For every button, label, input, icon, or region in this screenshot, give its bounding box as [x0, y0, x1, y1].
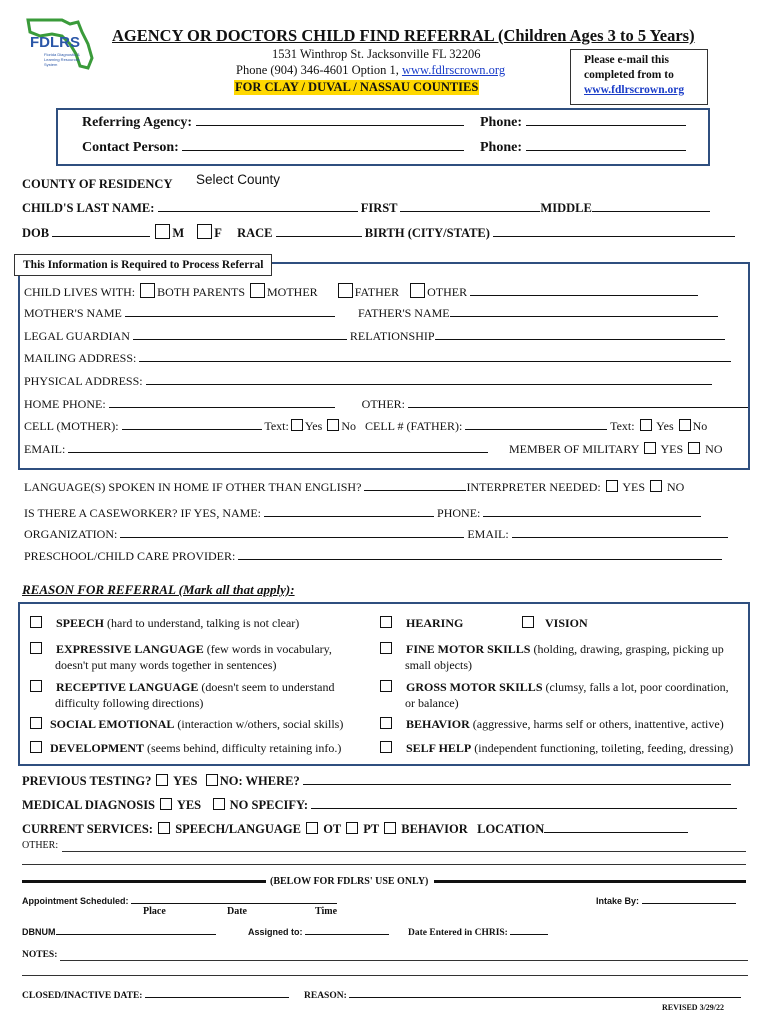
agency-box [56, 108, 710, 166]
county-select[interactable]: Select County [196, 172, 281, 187]
agency-phone-label: Phone: [480, 115, 686, 131]
header-website-link[interactable]: www.fdlrscrown.org [401, 63, 506, 77]
appt-place-label: Place [143, 906, 166, 917]
expressive-checkbox[interactable] [30, 642, 42, 654]
organization-field[interactable] [120, 527, 464, 538]
fdlrs-logo [22, 14, 98, 72]
last-name-field[interactable] [158, 201, 358, 212]
caseworker-row: IS THERE A CASEWORKER? IF YES, NAME: PHONE: [24, 506, 701, 521]
header-phone-text: Phone (904) 346-4601 Option 1, [236, 63, 402, 77]
behavior-checkbox[interactable] [380, 717, 392, 729]
physical-address-field[interactable] [146, 374, 712, 385]
preschool-field[interactable] [238, 549, 722, 560]
prev-testing-yes-checkbox[interactable] [156, 774, 168, 786]
military-row: MEMBER OF MILITARY YES NO [509, 442, 723, 456]
cell-mother-text-no-checkbox[interactable] [327, 419, 339, 431]
organization-row: ORGANIZATION: EMAIL: [24, 527, 728, 542]
reason-row: REASON: [304, 989, 741, 1001]
gross-motor-checkbox[interactable] [380, 680, 392, 692]
reason-behavior: BEHAVIOR (aggressive, harms self or others, inattentive, active) [378, 717, 724, 732]
speech-checkbox[interactable] [30, 616, 42, 628]
home-phone-field[interactable] [109, 397, 335, 408]
email-note-link[interactable]: www.fdlrscrown.org [584, 84, 685, 96]
county-label: COUNTY OF RESIDENCY [22, 177, 173, 191]
office-banner-right-bar [434, 880, 746, 883]
organization-email-field[interactable] [512, 527, 728, 538]
med-diagnosis-yes-checkbox[interactable] [160, 798, 172, 810]
previous-testing-row: PREVIOUS TESTING? YES NO: WHERE? [22, 774, 731, 789]
other-lives-with-field[interactable] [470, 285, 698, 296]
notes-line[interactable] [60, 960, 748, 961]
header-phone [236, 63, 505, 78]
parents-names-row: MOTHER'S NAME [24, 306, 335, 321]
interpreter-yes-checkbox[interactable] [606, 480, 618, 492]
closed-date-field[interactable] [145, 989, 289, 998]
logo-text: FDLRS [30, 34, 80, 51]
physical-row: PHYSICAL ADDRESS: [24, 374, 712, 389]
military-yes-checkbox[interactable] [644, 442, 656, 454]
medical-diagnosis-row: MEDICAL DIAGNOSIS YES NO SPECIFY: [22, 798, 737, 813]
development-checkbox[interactable] [30, 741, 42, 753]
social-emotional-checkbox[interactable] [30, 717, 42, 729]
military-no-checkbox[interactable] [688, 442, 700, 454]
service-ot-checkbox[interactable] [306, 822, 318, 834]
male-checkbox[interactable] [155, 224, 170, 239]
self-help-checkbox[interactable] [380, 741, 392, 753]
service-pt-checkbox[interactable] [346, 822, 358, 834]
reason-expressive: EXPRESSIVE LANGUAGE (few words in vocabulary, doesn't put many words together in sentences) [28, 641, 332, 673]
office-banner-left-bar [22, 880, 266, 883]
lives-with-row: CHILD LIVES WITH: BOTH PARENTS MOTHER FATHER OTHER [24, 283, 698, 300]
logo-subtext: Florida Diagnostic & Learning Resources System [44, 52, 80, 67]
med-diagnosis-specify-field[interactable] [311, 798, 737, 809]
dbnum-row: DBNUM [22, 926, 216, 937]
prev-testing-no-checkbox[interactable] [206, 774, 218, 786]
contact-person-field[interactable] [182, 140, 464, 151]
appointment-field[interactable] [131, 895, 337, 904]
other-phone-field[interactable] [408, 397, 748, 408]
preschool-row: PRESCHOOL/CHILD CARE PROVIDER: [24, 549, 722, 564]
chris-row: Date Entered in CHRIS: [408, 926, 548, 938]
language-field[interactable] [364, 480, 466, 491]
mothers-name-field[interactable] [125, 306, 335, 317]
cell-mother-text-yes-checkbox[interactable] [291, 419, 303, 431]
female-checkbox[interactable] [197, 224, 212, 239]
mailing-address-field[interactable] [139, 351, 731, 362]
intake-field[interactable] [642, 895, 736, 904]
email-note-box [570, 49, 708, 105]
reason-social: SOCIAL EMOTIONAL (interaction w/others, social skills) [28, 717, 343, 732]
guardian-row: LEGAL GUARDIAN RELATIONSHIP [24, 329, 725, 344]
med-diagnosis-no-checkbox[interactable] [213, 798, 225, 810]
referring-agency-label: Referring Agency: [82, 115, 464, 131]
cell-father-field[interactable] [465, 419, 607, 430]
guardian-field[interactable] [133, 329, 347, 340]
middle-name-field[interactable] [592, 201, 710, 212]
fathers-name-row: FATHER'S NAME [358, 306, 718, 321]
cell-mother-field[interactable] [122, 419, 262, 430]
receptive-checkbox[interactable] [30, 680, 42, 692]
other-checkbox[interactable] [410, 283, 425, 298]
dob-row: DOB M F RACE BIRTH (CITY/STATE) [22, 224, 735, 241]
caseworker-name-field[interactable] [264, 506, 434, 517]
first-name-field[interactable] [400, 201, 540, 212]
appointment-row: Appointment Scheduled: [22, 895, 337, 906]
contact-phone-field[interactable] [526, 140, 686, 151]
required-info-tab: This Information is Required to Process Referral [14, 254, 272, 276]
reason-self-help: SELF HELP (independent functioning, toileting, feeding, dressing) [378, 741, 733, 756]
hearing-checkbox[interactable] [380, 616, 392, 628]
email-row: EMAIL: [24, 442, 488, 457]
referring-agency-field[interactable] [196, 115, 464, 126]
reason-development: DEVELOPMENT (seems behind, difficulty retaining info.) [28, 741, 341, 756]
other-services-label: OTHER: [22, 840, 59, 851]
notes-line-2[interactable] [22, 975, 748, 976]
cell-father-text-yes-checkbox[interactable] [640, 419, 652, 431]
reason-vision: VISION [520, 616, 588, 631]
caseworker-phone-field[interactable] [483, 506, 701, 517]
notes-label: NOTES: [22, 950, 58, 960]
reason-gross-motor: GROSS MOTOR SKILLS (clumsy, falls a lot, poor coordination, or balance) [378, 679, 729, 711]
dbnum-field[interactable] [56, 926, 216, 935]
mailing-row: MAILING ADDRESS: [24, 351, 731, 366]
both-parents-checkbox[interactable] [140, 283, 155, 298]
intake-row: Intake By: [596, 895, 736, 906]
appt-time-label: Time [315, 906, 338, 917]
assigned-row: Assigned to: [248, 926, 389, 937]
contact-person-label: Contact Person: [82, 140, 464, 156]
header-address: 1531 Winthrop St. Jacksonville FL 32206 [272, 47, 481, 61]
chris-date-field[interactable] [510, 926, 548, 935]
reason-receptive: RECEPTIVE LANGUAGE (doesn't seem to understand difficulty following directions) [28, 679, 335, 711]
mother-checkbox[interactable] [250, 283, 265, 298]
cell-father-text-no-checkbox[interactable] [679, 419, 691, 431]
birth-place-field[interactable] [493, 226, 735, 237]
agency-phone-field[interactable] [526, 115, 686, 126]
closed-row: CLOSED/INACTIVE DATE: [22, 989, 289, 1001]
vision-checkbox[interactable] [522, 616, 534, 628]
reason-title: REASON FOR REFERRAL (Mark all that apply): [22, 582, 295, 597]
email-field[interactable] [68, 442, 488, 453]
fathers-name-field[interactable] [450, 306, 718, 317]
relationship-field[interactable] [435, 329, 725, 340]
reason-fine-motor: FINE MOTOR SKILLS (holding, drawing, grasping, picking up small objects) [378, 641, 724, 673]
other-services-line-2[interactable] [22, 864, 746, 865]
header-counties: FOR CLAY / DUVAL / NASSAU COUNTIES [235, 80, 479, 94]
cell-row: CELL (MOTHER): Text: Yes No CELL # (FATHER): Text: Yes No [24, 419, 708, 433]
email-note-line1: Please e-mail this [584, 54, 669, 66]
interpreter-no-checkbox[interactable] [650, 480, 662, 492]
form-title: AGENCY OR DOCTORS CHILD FIND REFERRAL (Children Ages 3 to 5 Years) [112, 26, 695, 45]
service-location-field[interactable] [544, 822, 688, 833]
fine-motor-checkbox[interactable] [380, 642, 392, 654]
reason-speech: SPEECH (hard to understand, talking is not clear) [28, 616, 299, 631]
office-banner-text: (BELOW FOR FDLRS' USE ONLY) [270, 876, 429, 887]
closed-reason-field[interactable] [349, 989, 741, 998]
other-services-line[interactable] [62, 851, 746, 852]
assigned-field[interactable] [305, 926, 389, 935]
prev-testing-where-field[interactable] [303, 774, 731, 785]
dob-field[interactable] [52, 226, 150, 237]
service-speech-checkbox[interactable] [158, 822, 170, 834]
contact-phone-label: Phone: [480, 140, 686, 156]
revised-date: REVISED 3/29/22 [662, 1003, 725, 1012]
current-services-row: CURRENT SERVICES: SPEECH/LANGUAGE OT PT BEHAVIOR LOCATION [22, 822, 688, 837]
appt-date-label: Date [227, 906, 247, 917]
service-behavior-checkbox[interactable] [384, 822, 396, 834]
reason-hearing: HEARING [378, 616, 463, 631]
child-name-row: CHILD'S LAST NAME: FIRST MIDDLE [22, 201, 710, 216]
language-row: LANGUAGE(S) SPOKEN IN HOME IF OTHER THAN ENGLISH? INTERPRETER NEEDED: YES NO [24, 480, 685, 494]
email-note-line2: completed from to [584, 69, 674, 81]
father-checkbox[interactable] [338, 283, 353, 298]
race-field[interactable] [276, 226, 362, 237]
home-phone-row: HOME PHONE: OTHER: [24, 397, 748, 412]
